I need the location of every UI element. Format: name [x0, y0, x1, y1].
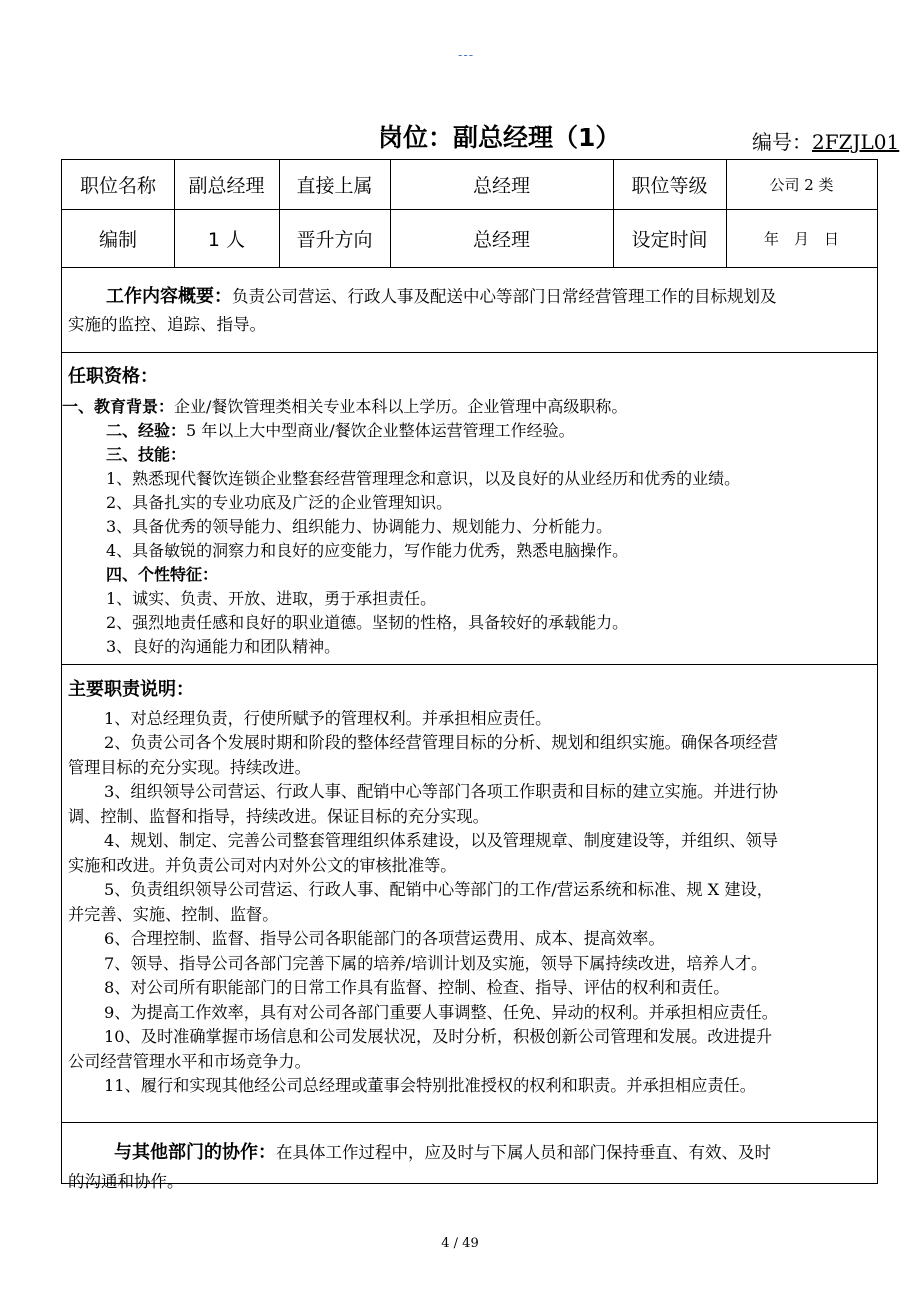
duty-item: 7、领导、指导公司各部门完善下属的培养/培训计划及实施，领导下属持续改进，培养人才。 [104, 953, 768, 973]
grade-value: 公司 2 类 [769, 176, 834, 194]
superior-label: 直接上属 [296, 175, 373, 197]
duty-item: 9、为提高工作效率，具有对公司各部门重要人事调整、任免、异动的权利。并承担相应责任。 [104, 1002, 778, 1022]
cooperation-line [68, 1138, 871, 1167]
superior-value: 总经理 [472, 175, 530, 197]
work-summary-heading: 工作内容概要： [106, 286, 232, 307]
cooperation-section [68, 1138, 871, 1196]
set-time-label: 设定时间 [631, 228, 708, 251]
promotion-value: 总经理 [472, 228, 530, 251]
cooperation-heading: 与其他部门的协作： [114, 1142, 276, 1163]
qualifications-heading: 任职资格： [68, 366, 158, 387]
grade-label: 职位等级 [631, 175, 708, 197]
header-mark: --- [458, 48, 475, 63]
duties-section [68, 678, 871, 1099]
job-description-table [61, 159, 878, 1191]
skill-item: 4、具备敏锐的洞察力和良好的应变能力，写作能力优秀，熟悉电脑操作。 [106, 541, 629, 560]
document-code-label: 编号： [752, 130, 812, 154]
document-code-value: 2FZJL01 [812, 130, 900, 154]
duty-item: 1、对总经理负责，行使所赋予的管理权利。并承担相应责任。 [104, 708, 552, 728]
duty-item: 10、及时准确掌握市场信息和公司发展状况，及时分析，积极创新公司管理和发展。改进提升 [104, 1027, 773, 1046]
duty-item: 8、对公司所有职能部门的日常工作具有监督、控制、检查、指导、评估的权利和责任。 [104, 978, 730, 997]
work-summary-line: 实施的监控、追踪、指导。 [68, 315, 266, 334]
experience-heading: 二、经验： [106, 421, 187, 440]
duty-item: 6、合理控制、监督、指导公司各职能部门的各项营运费用、成本、提高效率。 [104, 929, 665, 948]
position-name-value: 副总经理 [188, 175, 265, 197]
headcount-value: 1 人 [207, 228, 246, 251]
qualifications-section [62, 365, 871, 659]
duties-heading: 主要职责说明： [68, 679, 194, 700]
skills-heading: 三、技能： [106, 445, 187, 464]
experience-text: 5 年以上大中型商业/餐饮企业整体运营管理工作经验。 [186, 421, 575, 440]
personality-item: 1、诚实、负责、开放、进取，勇于承担责任。 [106, 589, 437, 608]
skill-item: 1、熟悉现代餐饮连锁企业整套经营管理理念和意识，以及良好的从业经历和优秀的业绩。 [106, 469, 741, 488]
duty-item-continued: 调、控制、监督和指导，持续改进。保证目标的充分实现。 [68, 806, 489, 826]
duty-item: 11、履行和实现其他经公司总经理或董事会特别批准授权的权利和职责。并承担相应责任。 [104, 1076, 756, 1095]
personality-heading: 四、个性特征： [106, 565, 219, 584]
duty-item-continued: 公司经营管理水平和市场竞争力。 [68, 1051, 311, 1071]
position-name-label: 职位名称 [79, 175, 156, 197]
duty-item: 4、规划、制定、完善公司整套管理组织体系建设，以及管理规章、制度建设等，并组织、领导 [104, 831, 778, 850]
education-heading: 一、教育背景： [62, 397, 175, 416]
document-code [752, 126, 899, 155]
page-number: 4 / 49 [441, 1236, 479, 1251]
cooperation-line: 的沟通和协作。 [68, 1172, 184, 1191]
headcount-label: 编制 [98, 228, 137, 251]
education-line [62, 395, 871, 419]
duty-item-continued: 管理目标的充分实现。持续改进。 [68, 757, 311, 777]
work-summary-line [68, 283, 871, 311]
duty-item: 3、组织领导公司营运、行政人事、配销中心等部门各项工作职责和目标的建立实施。并进行协 [104, 782, 778, 801]
promotion-label: 晋升方向 [296, 228, 373, 251]
duty-item: 5、负责组织领导公司营运、行政人事、配销中心等部门的工作/营运系统和标准、规 X 建设， [104, 880, 773, 899]
page-title: 岗位：副总经理（1） [378, 123, 621, 152]
work-summary-section [68, 283, 871, 339]
personality-item: 2、强烈地责任感和良好的职业道德。坚韧的性格，具备较好的承载能力。 [106, 613, 629, 632]
duty-item: 2、负责公司各个发展时期和阶段的整体经营管理目标的分析、规划和组织实施。确保各项经营 [104, 733, 778, 752]
duty-item-continued: 实施和改进。并负责公司对内对外公文的审核批准等。 [68, 855, 457, 875]
duty-item-continued: 并完善、实施、控制、监督。 [68, 904, 279, 924]
row-divider [62, 267, 877, 268]
skill-item: 2、具备扎实的专业功底及广泛的企业管理知识。 [106, 493, 453, 512]
skill-item: 3、具备优秀的领导能力、组织能力、协调能力、规划能力、分析能力。 [106, 517, 613, 536]
personality-item: 3、良好的沟通能力和团队精神。 [106, 637, 341, 656]
row-divider [62, 352, 877, 353]
row-divider [62, 1122, 877, 1123]
experience-line [68, 419, 871, 443]
education-text: 企业/餐饮管理类相关专业本科以上学历。企业管理中高级职称。 [174, 397, 628, 416]
cooperation-text: 在具体工作过程中，应及时与下属人员和部门保持垂直、有效、及时 [276, 1143, 771, 1162]
work-summary-text: 负责公司营运、行政人事及配送中心等部门日常经营管理工作的目标规划及 [232, 287, 777, 306]
row-divider [62, 664, 877, 665]
set-time-value: 年 月 日 [763, 229, 839, 248]
